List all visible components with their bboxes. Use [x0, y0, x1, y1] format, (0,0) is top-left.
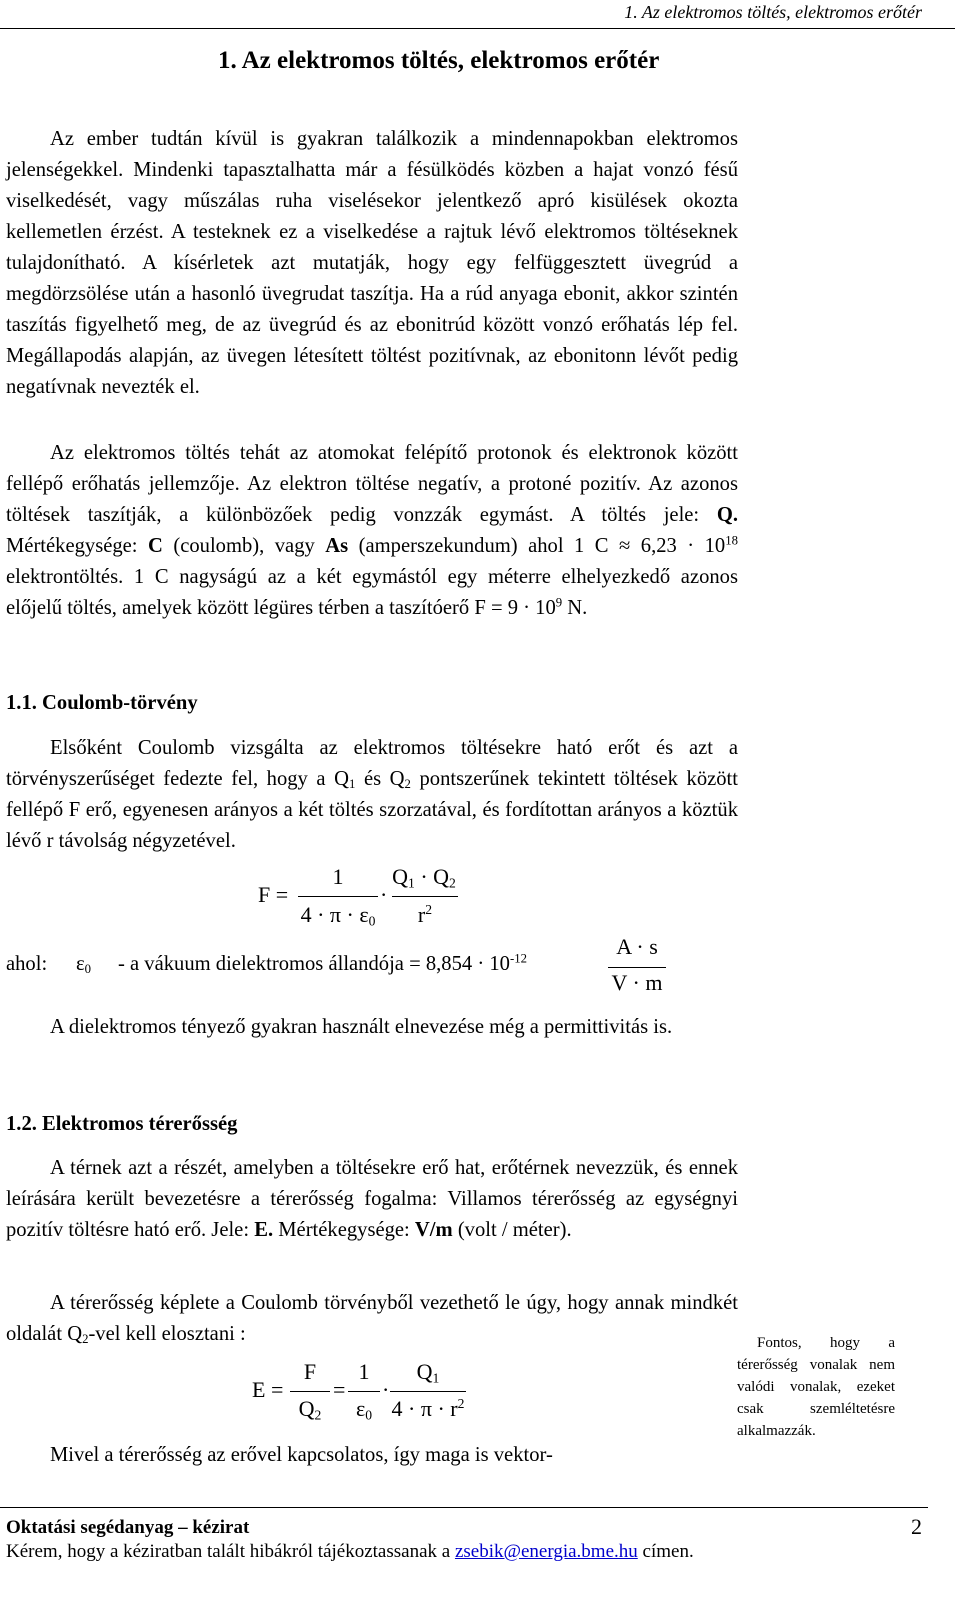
- formula-lhs: F =: [258, 882, 289, 907]
- formula-numerator: 1: [332, 864, 344, 889]
- footer-divider: [0, 1507, 928, 1508]
- formula-numerator: [390, 1359, 466, 1385]
- formula-denominator: [392, 902, 458, 928]
- text-run: Az elektromos töltés tehát az atomokat felépítő protonok és elektronok között fellépő erőhatás jellemzője. Az elektron töltése negatív, a protoné pozitív. Az azonos töltések taszítják, a különbözőek pedig vonzzák egymást. A töltés jele:: [6, 442, 738, 526]
- text-run: Mértékegysége:: [273, 1219, 415, 1241]
- field-strength-paragraph-1: [6, 1153, 738, 1246]
- text-run: ε: [355, 1396, 366, 1421]
- header-divider: [0, 28, 955, 29]
- text-run: ε: [76, 953, 85, 975]
- unit-amperesecond: As: [325, 535, 349, 557]
- unit-volt-per-meter: V/m: [414, 1219, 453, 1241]
- text-run: -vel kell elosztani :: [88, 1323, 246, 1345]
- permittivity-paragraph: A dielektromos tényező gyakran használt elnevezése még a permittivitás is.: [50, 1016, 673, 1038]
- subscript: 0: [84, 962, 92, 977]
- formula-dot: ·: [380, 882, 388, 907]
- text-run: r: [417, 902, 426, 927]
- formula-dot: ·: [382, 1377, 390, 1402]
- text-run: - a vákuum dielektromos állandója = 8,854 · 10: [118, 953, 510, 975]
- subscript: 2: [404, 777, 411, 792]
- exponent: 9: [555, 595, 563, 610]
- unit-coulomb: C: [148, 535, 163, 557]
- footer-contact-line: [6, 1541, 694, 1563]
- fraction-bar: [608, 967, 666, 968]
- epsilon-symbol: [76, 953, 91, 976]
- margin-note: Fontos, hogy a térerősség vonalak nem valódi vonalak, ezeket csak szemléltetésre alkalmazzák.: [737, 1335, 895, 1439]
- exponent: 18: [725, 533, 738, 548]
- page-number: 2: [911, 1514, 922, 1539]
- epsilon-description: [118, 953, 527, 976]
- subscript: 0: [365, 1407, 373, 1423]
- text-run: elektrontöltés. 1 C nagyságú az a két egymástól egy méterre elhelyezkedő azonos előjelű töltés, amelyek között légüres térben a taszítóerő F = 9 · 10: [6, 566, 738, 619]
- formula-equals: =: [333, 1377, 346, 1402]
- formula-denominator: [298, 902, 378, 928]
- charge-symbol: Q.: [716, 504, 738, 526]
- subscript: 1: [408, 875, 415, 891]
- coulomb-paragraph: [6, 733, 738, 857]
- where-label: ahol:: [6, 953, 48, 975]
- text-run: A térnek azt a részét, amelyben a töltésekre erő hat, erőtérnek nevezzük, és ennek leírására került bevezetésre a térerősség fogalma: Villamos térerősség az egységnyi pozitív töltésre ható erő. Jele:: [6, 1157, 738, 1241]
- chapter-title: 1. Az elektromos töltés, elektromos erőtér: [218, 47, 660, 74]
- unit-denominator: V · m: [611, 970, 663, 995]
- formula-denominator: [290, 1396, 330, 1422]
- exponent: 2: [425, 901, 433, 917]
- section-title-coulomb: 1.1. Coulomb-törvény: [6, 692, 198, 714]
- formula-numerator: 1: [358, 1359, 370, 1384]
- text-run: Kérem, hogy a kéziratban talált hibákról tájékoztassanak a: [6, 1541, 455, 1562]
- text-run: A térerősség képlete a Coulomb törvényből vezethető le úgy, hogy annak mindkét oldalát Q: [6, 1292, 738, 1345]
- fraction-bar: [390, 1391, 466, 1392]
- running-header: 1. Az elektromos töltés, elektromos erőtér: [624, 2, 922, 22]
- text-run: 4 · π · r: [391, 1396, 458, 1421]
- fraction-bar: [392, 896, 458, 897]
- formula-lhs: E =: [252, 1377, 284, 1402]
- text-run: Elsőként Coulomb vizsgálta az elektromos töltésekre ható erőt és azt a törvényszerűséget fedezte fel, hogy a Q: [6, 737, 738, 790]
- exponent: 2: [457, 1395, 465, 1411]
- text-run: címen.: [637, 1541, 694, 1562]
- subscript: 2: [449, 875, 456, 891]
- subscript: 0: [368, 913, 376, 929]
- text-run: · Q: [414, 864, 450, 889]
- text-run: N.: [562, 597, 588, 619]
- vector-paragraph: Mivel a térerősség az erővel kapcsolatos, így maga is vektor-: [50, 1444, 553, 1466]
- subscript: 1: [432, 1370, 440, 1386]
- formula-denominator: [390, 1396, 466, 1422]
- formula-denominator: [348, 1396, 380, 1422]
- text-run: és Q: [355, 768, 405, 790]
- text-run: (volt / méter).: [452, 1219, 572, 1241]
- unit-numerator: A · s: [616, 934, 658, 959]
- subscript: 1: [349, 777, 356, 792]
- text-run: Mértékegysége:: [6, 535, 148, 557]
- field-strength-paragraph-2: [6, 1288, 738, 1350]
- text-run: Q: [298, 1396, 315, 1421]
- intro-paragraph-2: [6, 438, 738, 624]
- formula-numerator: F: [303, 1359, 317, 1384]
- text-run: Q: [416, 1359, 433, 1384]
- subscript: 2: [314, 1407, 322, 1423]
- intro-paragraph-1: Az ember tudtán kívül is gyakran találkozik a mindennapokban elektromos jelenségekkel. Mindenki tapasztalhatta már a fésülködés közben a hajat vonzó fésű viselkedését, vagy műszálas ruha viselésekor jelentkező apró kisülések okozta kellemetlen érzést. A testeknek ez a viselkedése a rajtuk lévő elektromos töltéseknek tulajdonítható. A kísérletek azt mutatják, hogy egy felfüggesztett üvegrúd a megdörzsölése után a hasonló üvegrudat taszítja. Ha a rúd anyaga ebonit, akkor szintén taszítás figyelhető meg, de az üvegrúd és az ebonitrúd között vonzó erőhatás lép fel. Megállapodás alapján, az üvegen létesített töltést pozitívnak, az ebonitonn lévőt pedig negatívnak nevezték el.: [6, 128, 738, 398]
- fraction-bar: [290, 1391, 330, 1392]
- text-run: (coulomb), vagy: [162, 535, 326, 557]
- fraction-bar: [348, 1391, 380, 1392]
- subscript: 2: [82, 1332, 89, 1347]
- fraction-bar: [298, 896, 378, 897]
- text-run: pontszerűnek tekintett töltések között fellépő F erő, egyenesen arányos a két töltés szorzatával, és fordítottan arányos a köztük lévő r távolság négyzetével.: [6, 768, 738, 852]
- formula-numerator: [390, 864, 458, 890]
- section-title-field-strength: 1.2. Elektromos térerősség: [6, 1113, 238, 1135]
- footer-document-type: Oktatási segédanyag – kézirat: [6, 1517, 250, 1538]
- text-run: (amperszekundum) ahol 1 C ≈ 6,23 · 10: [348, 535, 726, 557]
- text-run: Q: [392, 864, 409, 889]
- exponent: -12: [509, 951, 527, 966]
- field-symbol: E.: [254, 1219, 274, 1241]
- text-run: 4 · π · ε: [300, 902, 369, 927]
- email-link[interactable]: zsebik@energia.bme.hu: [454, 1541, 638, 1562]
